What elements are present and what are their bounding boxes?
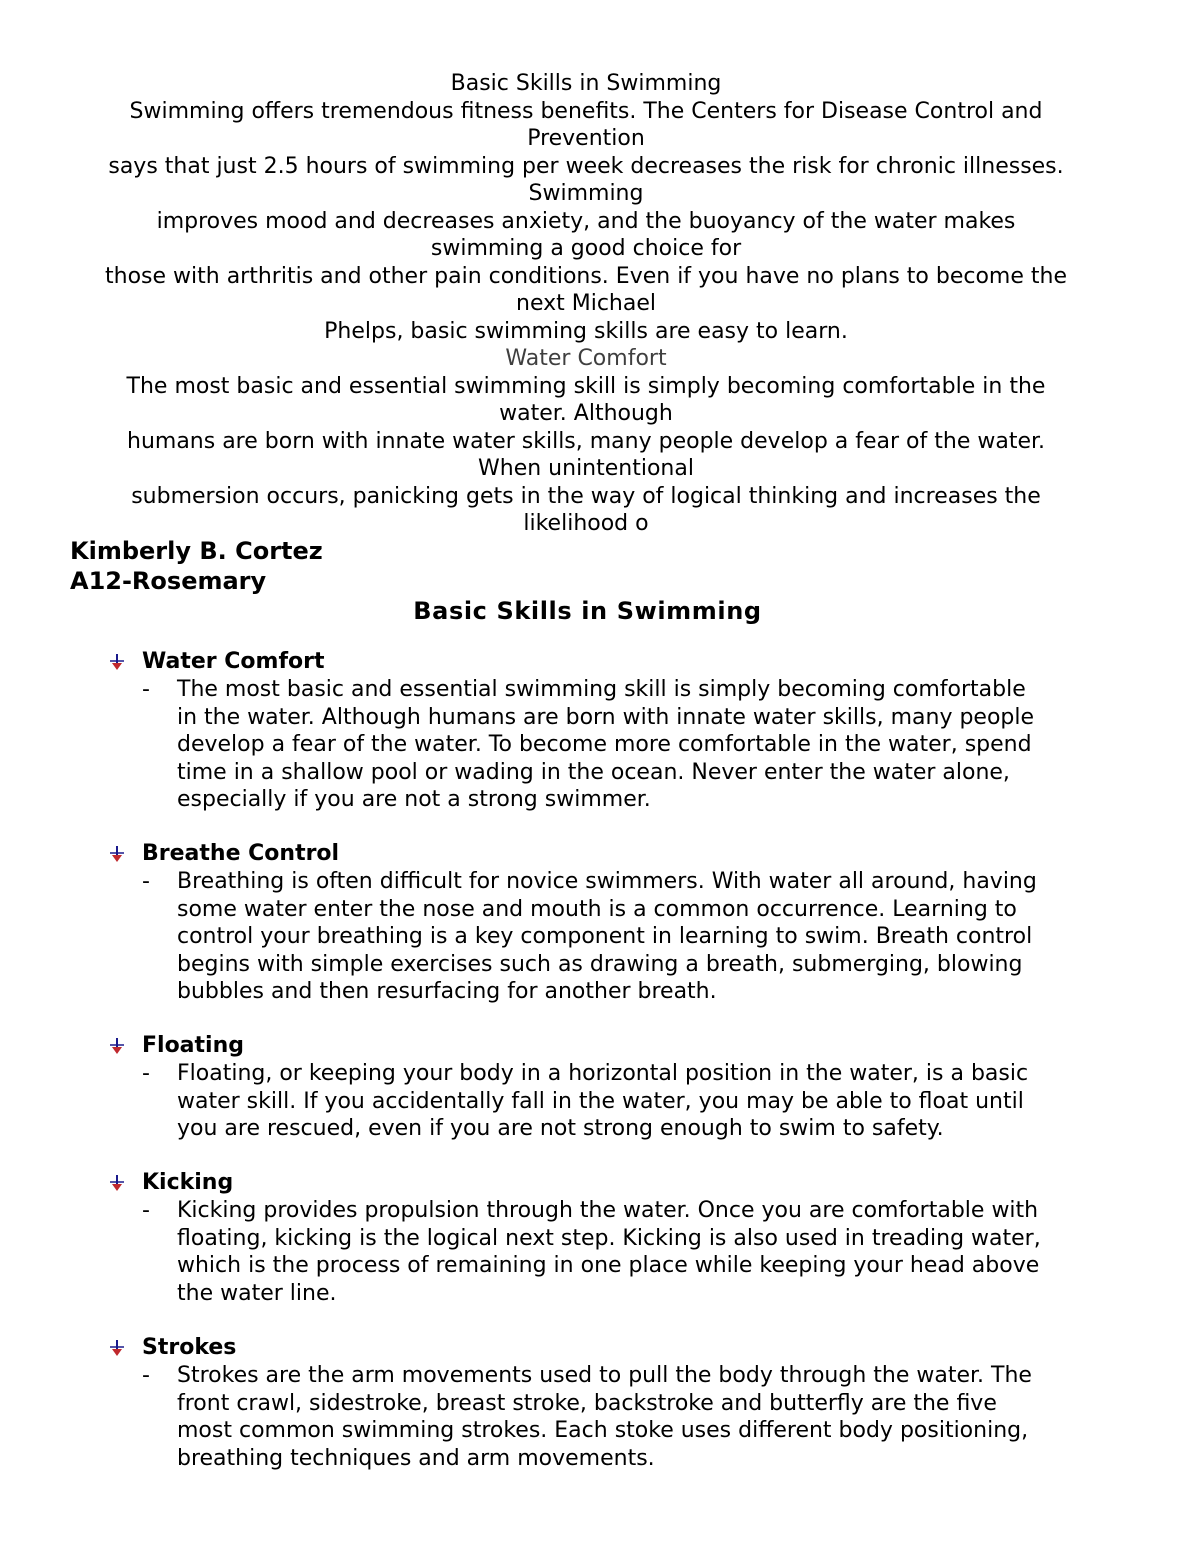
- description-line: you are rescued, even if you are not strong enough to swim to safety.: [177, 1116, 944, 1142]
- section-description: [108, 676, 1118, 814]
- section-breathe-control: [108, 840, 1118, 1006]
- description-line: water skill. If you accidentally fall in the water, you may be able to float until: [177, 1088, 1024, 1114]
- description-line: control your breathing is a key component in learning to swim. Breath control: [177, 924, 1033, 950]
- description-line: The most basic and essential swimming skill is simply becoming comfortable: [177, 677, 1026, 702]
- dash-marker: -: [142, 1363, 150, 1388]
- arrow-down-bullet-icon: [108, 1339, 126, 1357]
- intro-line: submersion occurs, panicking gets in the way of logical thinking and increases the: [131, 483, 1041, 509]
- section-description: [108, 1362, 1118, 1472]
- section-water-comfort: [108, 648, 1118, 814]
- section-description: [108, 1060, 1118, 1143]
- intro-line: water. Although: [499, 401, 673, 426]
- intro-line: Prevention: [527, 126, 645, 151]
- intro-text: [60, 70, 1112, 538]
- section-kicking: [108, 1169, 1118, 1307]
- intro-subheading: Water Comfort: [505, 346, 667, 371]
- description-line: floating, kicking is the logical next step. Kicking is also used in treading water,: [177, 1225, 1041, 1251]
- description-line: most common swimming strokes. Each stoke uses different body positioning,: [177, 1418, 1029, 1444]
- description-line: Floating, or keeping your body in a horizontal position in the water, is a basic: [177, 1061, 1029, 1086]
- description-line: time in a shallow pool or wading in the ocean. Never enter the water alone,: [177, 759, 1010, 785]
- description-line: the water line.: [177, 1280, 337, 1306]
- description-line: which is the process of remaining in one place while keeping your head above: [177, 1253, 1040, 1279]
- arrow-down-bullet-icon: [108, 845, 126, 863]
- description-line: bubbles and then resurfacing for another breath.: [177, 979, 717, 1005]
- intro-line: humans are born with innate water skills, many people develop a fear of the water.: [127, 428, 1045, 454]
- intro-line: those with arthritis and other pain conditions. Even if you have no plans to become the: [105, 263, 1067, 289]
- description-line: breathing techniques and arm movements.: [177, 1445, 655, 1471]
- section-floating: [108, 1032, 1118, 1143]
- section-heading: Floating: [142, 1033, 244, 1058]
- intro-line: Basic Skills in Swimming: [450, 71, 722, 96]
- arrow-down-bullet-icon: [108, 653, 126, 671]
- arrow-down-bullet-icon: [108, 1037, 126, 1055]
- description-line: some water enter the nose and mouth is a common occurrence. Learning to: [177, 896, 1017, 922]
- author-name: Kimberly B. Cortez: [70, 537, 323, 565]
- section-heading: Breathe Control: [142, 841, 340, 866]
- intro-line: Swimming: [528, 181, 644, 206]
- intro-line: Swimming offers tremendous fitness benefits. The Centers for Disease Control and: [129, 98, 1043, 124]
- description-line: Strokes are the arm movements used to pull the body through the water. The: [177, 1363, 1032, 1388]
- section-description: [108, 1197, 1118, 1307]
- dash-marker: -: [142, 869, 150, 894]
- intro-line: says that just 2.5 hours of swimming per week decreases the risk for chronic illnesses.: [108, 153, 1064, 179]
- description-line: begins with simple exercises such as drawing a breath, submerging, blowing: [177, 951, 1023, 977]
- intro-line: The most basic and essential swimming skill is simply becoming comfortable in the: [126, 373, 1046, 399]
- intro-line: When unintentional: [478, 456, 694, 481]
- section-heading: Strokes: [142, 1335, 237, 1360]
- description-line: front crawl, sidestroke, breast stroke, backstroke and butterfly are the five: [177, 1390, 997, 1416]
- description-line: Breathing is often difficult for novice swimmers. With water all around, having: [177, 869, 1037, 894]
- author-block: [70, 536, 323, 596]
- section-heading: Water Comfort: [142, 649, 325, 674]
- description-line: in the water. Although humans are born with innate water skills, many people: [177, 704, 1035, 730]
- arrow-down-bullet-icon: [108, 1174, 126, 1192]
- author-section: A12-Rosemary: [70, 567, 267, 595]
- dash-marker: -: [142, 1061, 150, 1086]
- intro-line: Phelps, basic swimming skills are easy to learn.: [324, 318, 848, 344]
- description-line: Kicking provides propulsion through the water. Once you are comfortable with: [177, 1198, 1039, 1223]
- intro-line: next Michael: [516, 291, 656, 316]
- intro-line: improves mood and decreases anxiety, and the buoyancy of the water makes: [156, 208, 1016, 234]
- page-title: Basic Skills in Swimming: [413, 597, 762, 625]
- dash-marker: -: [142, 677, 150, 702]
- description-line: develop a fear of the water. To become more comfortable in the water, spend: [177, 732, 1032, 758]
- section-strokes: [108, 1334, 1118, 1472]
- description-line: especially if you are not a strong swimmer.: [177, 787, 651, 813]
- dash-marker: -: [142, 1198, 150, 1223]
- section-description: [108, 868, 1118, 1006]
- intro-line: swimming a good choice for: [430, 236, 742, 261]
- intro-line: likelihood o: [523, 511, 649, 536]
- section-heading: Kicking: [142, 1170, 234, 1195]
